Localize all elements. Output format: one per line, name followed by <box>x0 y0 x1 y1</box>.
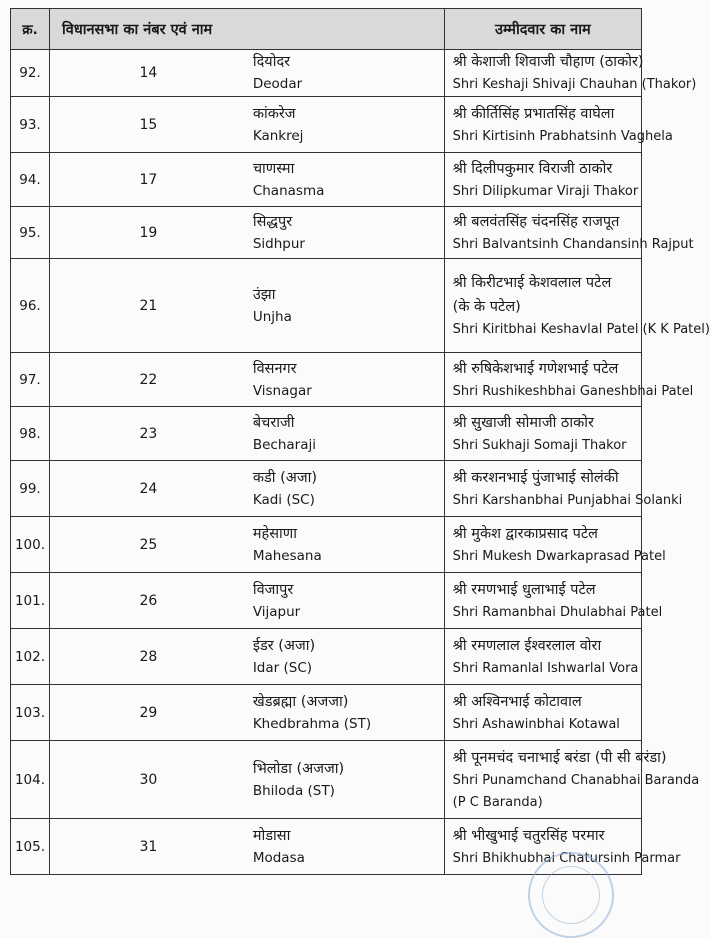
constituency-number: 17 <box>50 153 247 207</box>
constituency-number: 24 <box>50 461 247 517</box>
constituency-number: 19 <box>50 207 247 259</box>
candidate-name-english: Shri Dilipkumar Viraji Thakor <box>452 183 639 199</box>
candidate-name <box>444 629 641 685</box>
constituency-name <box>247 97 444 153</box>
constituency-name-english: Deodar <box>252 76 303 92</box>
constituency-name-english: Becharaji <box>252 436 316 453</box>
constituency-name <box>247 741 444 819</box>
candidate-name <box>444 461 683 517</box>
constituency-name-hindi: ईडर (अजा) <box>252 637 316 654</box>
serial-number: 92. <box>11 50 50 97</box>
table-body <box>11 50 710 875</box>
candidate-name <box>444 259 710 353</box>
candidate-name-english: Shri Ashawinbhai Kotawal <box>452 716 620 732</box>
table-row <box>11 97 642 153</box>
table-row <box>11 573 642 629</box>
constituency-name <box>247 517 444 573</box>
candidate-name <box>444 741 700 819</box>
table-header-row <box>11 9 642 50</box>
candidate-name-english: Shri Sukhaji Somaji Thakor <box>452 437 627 453</box>
candidate-name-hindi: श्री सुखाजी सोमाजी ठाकोर <box>452 414 594 431</box>
constituency-number: 29 <box>50 685 247 741</box>
table-row <box>11 685 642 741</box>
table-row <box>11 407 642 461</box>
serial-number: 101. <box>11 573 50 629</box>
constituency-name <box>247 50 444 97</box>
candidate-name <box>444 153 641 207</box>
constituency-name <box>247 353 444 407</box>
serial-number: 98. <box>11 407 50 461</box>
candidate-name-english: Shri Karshanbhai Punjabhai Solanki <box>452 492 683 508</box>
header-serial: क्र. <box>11 9 50 50</box>
constituency-name-hindi: चाणस्मा <box>252 160 295 177</box>
candidate-name-hindi: श्री रमणलाल ईश्वरलाल वोरा <box>452 637 602 654</box>
candidate-name-hindi: श्री भीखुभाई चतुरसिंह परमार <box>452 827 605 844</box>
serial-number: 96. <box>11 259 50 353</box>
constituency-name-hindi: महेसाणा <box>252 525 297 542</box>
table-row <box>11 259 642 353</box>
candidate-name-hindi: श्री केशाजी शिवाजी चौहाण (ठाकोर) <box>452 54 644 70</box>
constituency-number: 30 <box>50 741 247 819</box>
candidate-name-hindi: श्री अश्विनभाई कोटावाल <box>452 693 582 710</box>
constituency-name-hindi: विजापुर <box>252 581 294 598</box>
serial-number: 93. <box>11 97 50 153</box>
constituency-name-english: Kadi (SC) <box>252 491 315 508</box>
constituency-number: 25 <box>50 517 247 573</box>
constituency-name-hindi: भिलोडा (अजजा) <box>252 760 345 777</box>
candidate-name-english: Shri Bhikhubhai Chatursinh Parmar <box>452 850 681 866</box>
constituency-name-hindi: दियोदर <box>252 54 291 70</box>
constituency-name-hindi: कडी (अजा) <box>252 469 317 486</box>
candidate-name-english: (P C Baranda) <box>452 794 543 810</box>
constituency-name-english: Sidhpur <box>252 235 305 252</box>
constituency-name-english: Bhiloda (ST) <box>252 782 335 799</box>
table-row <box>11 629 642 685</box>
table-row <box>11 461 642 517</box>
table-row <box>11 207 642 259</box>
table-row <box>11 517 642 573</box>
constituency-number: 28 <box>50 629 247 685</box>
serial-number: 102. <box>11 629 50 685</box>
constituency-number: 31 <box>50 819 247 875</box>
candidate-name-hindi: (के के पटेल) <box>452 298 521 315</box>
constituency-name-english: Vijapur <box>252 603 301 620</box>
table-row <box>11 741 642 819</box>
candidate-name-english: Shri Kirtisinh Prabhatsinh Vaghela <box>452 128 673 144</box>
table-row <box>11 353 642 407</box>
serial-number: 104. <box>11 741 50 819</box>
constituency-name-hindi: सिद्धपुर <box>252 213 293 230</box>
candidate-name-english: Shri Kiritbhai Keshavlal Patel (K K Patel) <box>452 321 710 337</box>
candidate-name-english: Shri Keshaji Shivaji Chauhan (Thakor) <box>452 77 697 92</box>
constituency-name-english: Khedbrahma (ST) <box>252 715 372 732</box>
constituency-name <box>247 573 444 629</box>
candidate-name <box>444 353 694 407</box>
serial-number: 97. <box>11 353 50 407</box>
candidate-name-hindi: श्री करशनभाई पुंजाभाई सोलंकी <box>452 469 619 486</box>
constituency-number: 23 <box>50 407 247 461</box>
candidate-name-english: Shri Balvantsinh Chandansinh Rajput <box>452 236 694 252</box>
official-stamp <box>528 852 614 938</box>
constituency-name <box>247 461 444 517</box>
candidate-name <box>444 517 666 573</box>
constituency-name-english: Kankrej <box>252 127 304 144</box>
serial-number: 94. <box>11 153 50 207</box>
constituency-name <box>247 207 444 259</box>
constituency-name-hindi: बेचराजी <box>252 414 295 431</box>
serial-number: 100. <box>11 517 50 573</box>
candidate-name <box>444 50 697 97</box>
serial-number: 99. <box>11 461 50 517</box>
constituency-name-hindi: कांकरेज <box>252 105 296 122</box>
constituency-name <box>247 819 444 875</box>
serial-number: 95. <box>11 207 50 259</box>
constituency-name <box>247 153 444 207</box>
candidate-name-english: Shri Rushikeshbhai Ganeshbhai Patel <box>452 383 694 399</box>
candidate-name-english: Shri Mukesh Dwarkaprasad Patel <box>452 548 666 564</box>
candidate-name-hindi: श्री दिलीपकुमार विराजी ठाकोर <box>452 160 613 177</box>
candidate-table <box>10 8 710 875</box>
constituency-name-hindi: उंझा <box>252 286 276 303</box>
constituency-name <box>247 685 444 741</box>
candidate-name <box>444 685 641 741</box>
candidate-name-hindi: श्री किरीटभाई केशवलाल पटेल <box>452 274 612 291</box>
candidate-name-hindi: श्री मुकेश द्वारकाप्रसाद पटेल <box>452 525 598 542</box>
constituency-name-english: Chanasma <box>252 182 325 199</box>
header-constituency: विधानसभा का नंबर एवं नाम <box>50 9 445 50</box>
constituency-name <box>247 407 444 461</box>
constituency-name-hindi: खेडब्रह्मा (अजजा) <box>252 693 349 710</box>
constituency-name-hindi: विसनगर <box>252 360 297 377</box>
candidate-name-english: Shri Ramanlal Ishwarlal Vora <box>452 660 639 676</box>
table-row <box>11 50 642 97</box>
constituency-name <box>247 259 444 353</box>
candidate-name-hindi: श्री रमणभाई धुलाभाई पटेल <box>452 581 596 598</box>
candidate-name-hindi: श्री पूनमचंद चनाभाई बरंडा (पी सी बरंडा) <box>452 749 667 766</box>
serial-number: 105. <box>11 819 50 875</box>
constituency-number: 21 <box>50 259 247 353</box>
constituency-name <box>247 629 444 685</box>
candidate-name-hindi: श्री कीर्तिसिंह प्रभातसिंह वाघेला <box>452 105 615 122</box>
constituency-name-english: Visnagar <box>252 382 312 399</box>
constituency-name-english: Idar (SC) <box>252 659 313 676</box>
constituency-number: 15 <box>50 97 247 153</box>
candidate-name <box>444 573 663 629</box>
table-row <box>11 153 642 207</box>
constituency-number: 26 <box>50 573 247 629</box>
candidate-name-english: Shri Punamchand Chanabhai Baranda <box>452 772 700 788</box>
candidate-name <box>444 407 641 461</box>
constituency-name-hindi: मोडासा <box>252 827 291 844</box>
constituency-name-english: Modasa <box>252 849 305 866</box>
candidate-name-hindi: श्री रुषिकेशभाई गणेशभाई पटेल <box>452 360 619 377</box>
constituency-number: 22 <box>50 353 247 407</box>
candidate-name-english: Shri Ramanbhai Dhulabhai Patel <box>452 604 663 620</box>
candidate-name-hindi: श्री बलवंतसिंह चंदनसिंह राजपूत <box>452 213 620 230</box>
candidate-name <box>444 207 694 259</box>
constituency-name-english: Mahesana <box>252 547 322 564</box>
serial-number: 103. <box>11 685 50 741</box>
header-candidate: उम्मीदवार का नाम <box>444 9 641 50</box>
candidate-name <box>444 97 673 153</box>
constituency-number: 14 <box>50 50 247 97</box>
constituency-name-english: Unjha <box>252 308 292 325</box>
